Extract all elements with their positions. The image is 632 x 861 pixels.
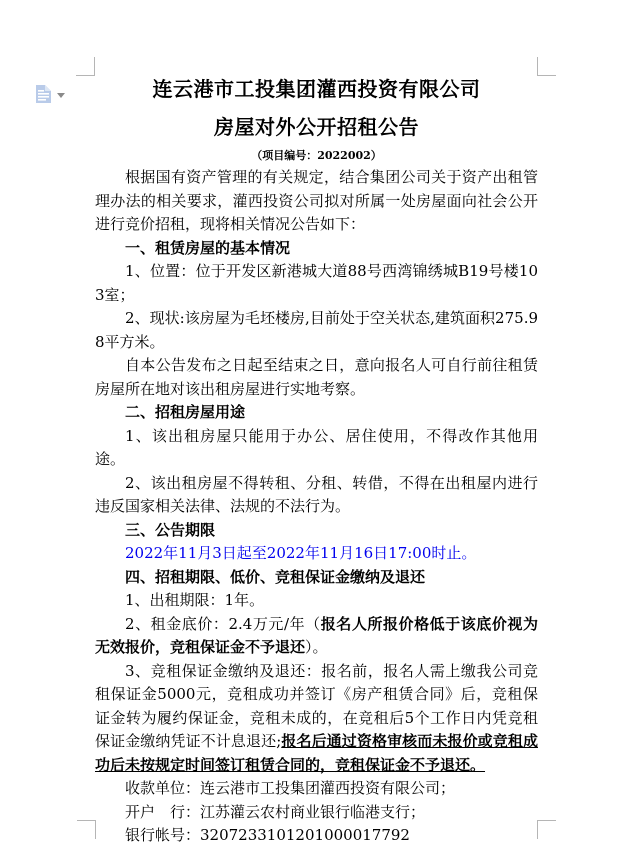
section2-usage-rule: 1、该出租房屋只能用于办公、居住使用，不得改作其他用途。 [95,426,538,468]
section2-sublet-rule: 2、该出租房屋不得转租、分租、转借，不得在出租屋内进行违反国家相关法律、法规的不法行为。 [95,473,538,515]
text-boundary-mark-bottom-right [537,820,556,839]
document-body [95,166,538,848]
payee-line: 收款单位：连云港市工投集团灌西投资有限公司； [125,779,456,797]
document-page [95,76,538,848]
clipboard-paste-icon [35,84,52,104]
rent-floor-suffix: ）。 [305,638,328,656]
announcement-period: 2022年11月3日起至2022年11月16日17:00时止。 [125,544,477,562]
document-subtitle: 房屋对外公开招租公告 [214,115,419,139]
section4-deposit-terms [95,660,538,778]
section4-lease-term: 1、出租期限：1年。 [125,591,265,609]
rent-floor-prefix: 2、租金底价：2.4万元/年（ [125,614,321,633]
rent-floor-bold-note: 报名人所报价格低于该底价视为无效报价，竞租保证金不予退还 [95,614,538,656]
document-title: 连云港市工投集团灌西投资有限公司 [152,77,481,101]
deposit-terms-text: 3、竞租保证金缴纳及退还：报名前，报名人需上缴我公司竞租保证金5000元，竞租成功并签订《房产租赁合同》后，竞租保证金转为履约保证金，竞租未成的，在竞租后5个工作日内凭竞租保证金缴纳凭证不计息退还; [95,661,538,750]
section1-inspection-note: 自本公告发布之日起至结束之日，意向报名人可自行前往租赁房屋所在地对该出租房屋进行实地考察。 [95,356,538,398]
text-boundary-mark-bottom-left [77,820,96,839]
section2-heading: 二、招租房屋用途 [125,403,246,421]
paste-options-button[interactable] [35,82,73,106]
section4-rent-floor [95,613,538,660]
project-number: （项目编号：2022002） [251,149,382,162]
text-boundary-mark-top-left [76,57,95,76]
intro-paragraph: 根据国有资产管理的有关规定，结合集团公司关于资产出租管理办法的相关要求，灌西投资公司拟对所属一处房屋面向社会公开进行竞价招租，现将相关情况公告如下： [95,168,538,233]
section1-heading: 一、租赁房屋的基本情况 [125,238,291,257]
bank-line: 开户 行：江苏灌云农村商业银行临港支行； [125,802,426,821]
section1-condition: 2、现状:该房屋为毛坯楼房,目前处于空关状态,建筑面积275.98平方米。 [95,309,538,351]
account-line: 银行帐号：3207233101201000017792 [125,826,410,844]
section4-heading: 四、招租期限、低价、竞租保证金缴纳及退还 [125,567,426,586]
dropdown-arrow-icon[interactable] [57,93,65,98]
section1-location: 1、位置：位于开发区新港城大道88号西湾锦绣城B19号楼103室； [95,262,538,304]
section3-heading: 三、公告期限 [125,520,216,539]
deposit-forfeit-clause: 报名后通过资格审核而未报价或竞租成功后未按规定时间签订租赁合同的，竞租保证金不予退还。 [95,732,538,774]
text-boundary-mark-top-right [537,57,556,76]
